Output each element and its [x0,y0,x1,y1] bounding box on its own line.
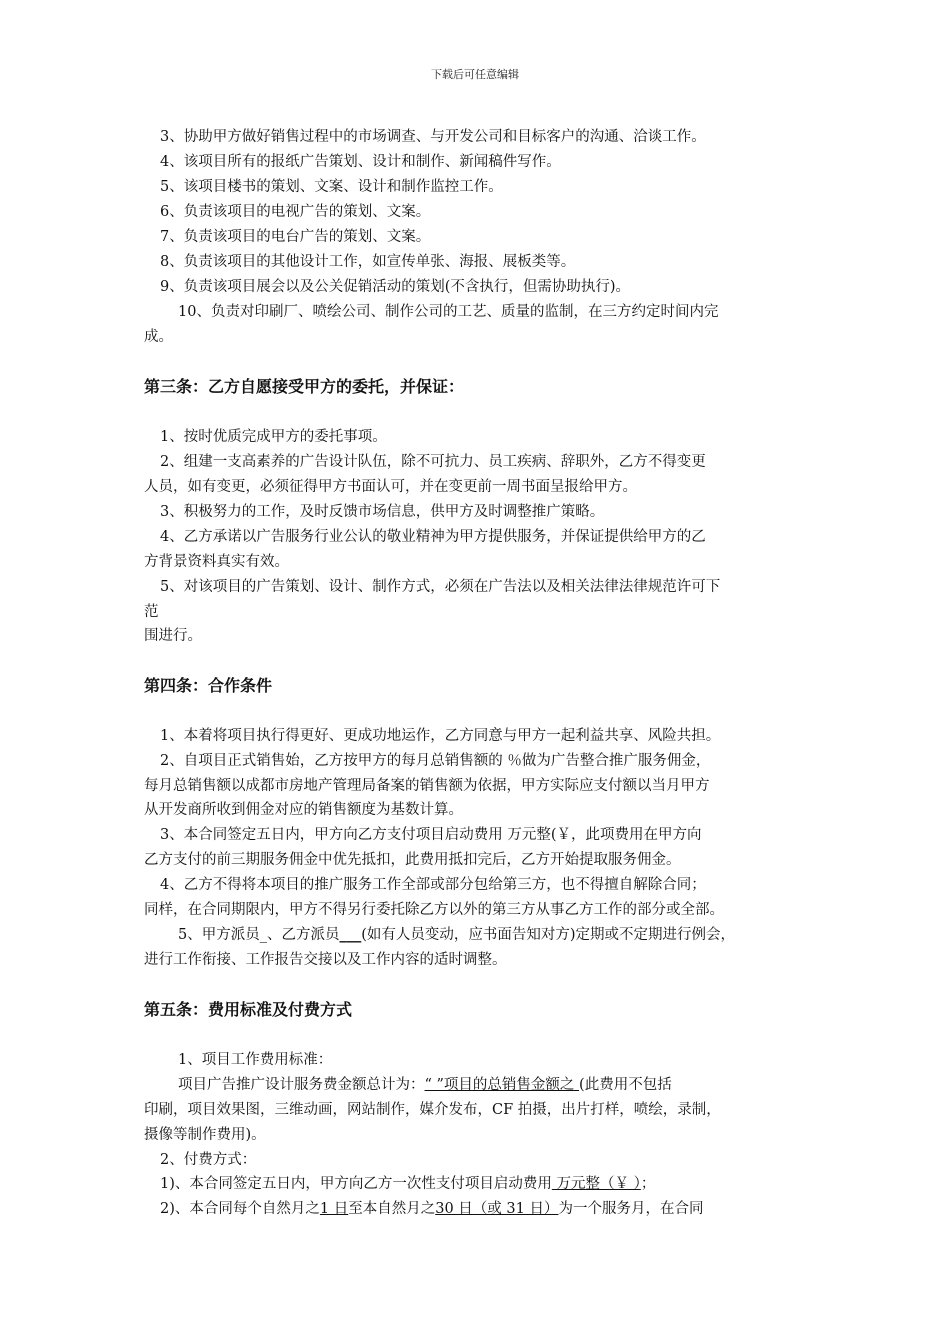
clause-4-line: 每月总销售额以成都市房地产管理局备案的销售额为依据，甲方实际应支付额以当月甲方 [144,778,710,794]
page-header: 下载后可任意编辑 [431,68,519,81]
clause-2-item-9: 9、负责该项目展会以及公关促销活动的策划(不含执行，但需协助执行)。 [160,279,631,295]
payment-item-2: 2)、本合同每个自然月之1 日至本自然月之30 日（或 31 日）为一个服务月，在合同 [160,1201,704,1217]
clause-4-line: 从开发商所收到佣金对应的销售额度为基数计算。 [144,802,463,818]
clause-2-item-5: 5、该项目楼书的策划、文案、设计和制作监控工作。 [160,179,503,195]
fee-standard-label: 1、项目工作费用标准： [178,1052,333,1068]
payment-method-label: 2、付费方式： [160,1152,257,1168]
clause-4-item-5: 5、甲方派员_、乙方派员___(如有人员变动，应书面告知对方)定期或不定期进行例会， [178,926,736,943]
clause-3-heading: 第三条：乙方自愿接受甲方的委托，并保证： [144,377,465,396]
clause-2-item-6: 6、负责该项目的电视广告的策划、文案。 [160,204,431,220]
clause-2-item-10: 10、负责对印刷厂、喷绘公司、制作公司的工艺、质量的监制，在三方约定时间内完 [178,304,719,320]
clause-3-line: 5、对该项目的广告策划、设计、制作方式，必须在广告法以及相关法律法律规范许可下 [160,579,721,595]
clause-2-item-10-cont: 成。 [144,329,173,345]
clause-4-line: 乙方支付的前三期服务佣金中优先抵扣，此费用抵扣完后，乙方开始提取服务佣金。 [144,852,681,868]
clause-4-line: 3、本合同签定五日内，甲方向乙方支付项目启动费用 万元整(￥，此项费用在甲方向 [160,827,702,843]
clause-3-line: 4、乙方承诺以广告服务行业公认的敬业精神为甲方提供服务，并保证提供给甲方的乙 [160,529,706,545]
payment-item-1: 1)、本合同签定五日内，甲方向乙方一次性支付项目启动费用 万元整（￥ ）； [160,1176,656,1192]
clause-2-item-4: 4、该项目所有的报纸广告策划、设计和制作、新闻稿件写作。 [160,154,561,170]
clause-3-line: 范 [144,604,159,620]
fee-exclusions: 印刷，项目效果图，三维动画，网站制作，媒介发布，CF 拍摄，出片打样，喷绘，录制， [144,1102,721,1118]
clause-2-item-7: 7、负责该项目的电台广告的策划、文案。 [160,229,431,245]
clause-3-line: 方背景资料真实有效。 [144,554,289,570]
clause-3-line: 2、组建一支高素养的广告设计队伍，除不可抗力、员工疾病、辞职外，乙方不得变更 [160,454,706,470]
clause-5-heading: 第五条：费用标准及付费方式 [144,1000,353,1019]
clause-4-line: 1、本着将项目执行得更好、更成功地运作，乙方同意与甲方一起利益共享、风险共担。 [160,728,721,744]
clause-4-line: 4、乙方不得将本项目的推广服务工作全部或部分包给第三方，也不得擅自解除合同； [160,877,706,893]
clause-4-heading: 第四条：合作条件 [144,676,273,695]
clause-2-item-3: 3、协助甲方做好销售过程中的市场调查、与开发公司和目标客户的沟通、洽谈工作。 [160,129,706,145]
clause-3-line: 人员，如有变更，必须征得甲方书面认可，并在变更前一周书面呈报给甲方。 [144,479,637,495]
clause-4-line: 进行工作衔接、工作报告交接以及工作内容的适时调整。 [144,952,507,968]
clause-2-item-8: 8、负责该项目的其他设计工作，如宣传单张、海报、展板类等。 [160,254,576,270]
fee-amount-line: 项目广告推广设计服务费金额总计为：“ ”项目的总销售金额之 (此费用不包括 [178,1077,672,1093]
clause-4-line: 同样，在合同期限内，甲方不得另行委托除乙方以外的第三方从事乙方工作的部分或全部。 [144,902,724,918]
clause-3-line: 1、按时优质完成甲方的委托事项。 [160,429,387,445]
fee-exclusions-cont: 摄像等制作费用)。 [144,1127,266,1143]
clause-3-line: 3、积极努力的工作，及时反馈市场信息，供甲方及时调整推广策略。 [160,504,605,520]
clause-3-line: 围进行。 [144,628,202,644]
clause-4-line: 2、自项目正式销售始，乙方按甲方的每月总销售额的 ％做为广告整合推广服务佣金， [160,753,711,769]
